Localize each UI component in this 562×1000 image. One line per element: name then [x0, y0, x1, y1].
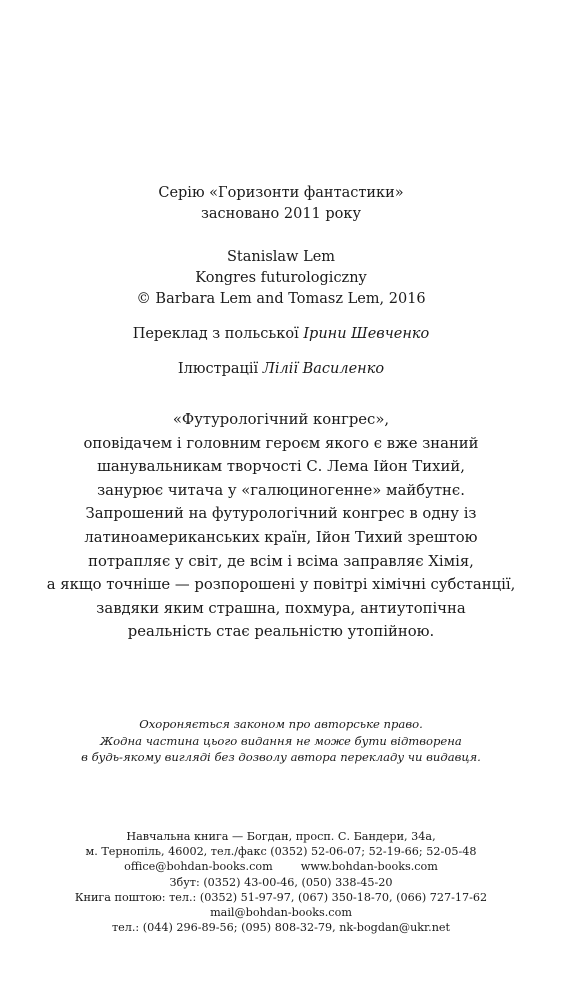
book-annotation	[0, 408, 562, 644]
annotation-line: завдяки яким страшна, похмура, антиутопічна	[96, 599, 466, 617]
legal-line: в будь-якому вигляді без дозволу автора перекладу чи видавця.	[81, 750, 481, 764]
annotation-line: занурює читача у «галюциногенне» майбутнє.	[97, 481, 465, 499]
original-author: Stanislaw Lem	[226, 249, 336, 265]
annotation-line: реальність стає реальністю утопійною.	[127, 623, 435, 641]
series-note	[0, 183, 562, 225]
translation-prefix: Переклад з польської	[132, 326, 304, 342]
annotation-line: «Футурологічний конгрес»,	[172, 411, 390, 428]
kyiv-phones: тел.: (044) 296-89-56; (095) 808-32-79, nk-bogdan@ukr.net	[111, 921, 451, 935]
publisher-website: www.bohdan-books.com	[300, 860, 438, 874]
publisher-address: Навчальна книга — Богдан, просп. С. Бандери, 34а,	[126, 830, 436, 843]
annotation-line: потрапляє у світ, де всім і всіма заправляє Хімія,	[88, 552, 474, 570]
illustrator-name: Лілії Василенко	[262, 361, 385, 377]
annotation-line: Запрошений на футурологічний конгрес в одну із	[85, 505, 477, 523]
annotation-line: шанувальникам творчості С. Лема Ійон Тихий,	[97, 458, 465, 476]
series-founded-line: засновано 2011 року	[201, 206, 361, 222]
publisher-contacts-row	[0, 859, 562, 874]
annotation-line: латиноамериканських країн, Ійон Тихий зрештою	[84, 528, 478, 546]
copyright-law-notice	[0, 716, 562, 766]
mail-order-email: mail@bohdan-books.com	[210, 906, 352, 920]
series-line: Серію «Горизонти фантастики»	[158, 185, 404, 201]
translation-credit	[0, 324, 562, 345]
publisher-city-phones: м. Тернопіль, 46002, тел./факс (0352) 52-06-07; 52-19-66; 52-05-48	[85, 845, 477, 859]
annotation-line: а якщо точніше — розпорошені у повітрі хімічні субстанції,	[46, 576, 516, 594]
mail-order-phones: Книга поштою: тел.: (0352) 51-97-97, (067) 350-18-70, (066) 727-17-62	[74, 890, 488, 904]
legal-line: Жодна частина цього видання не може бути відтворена	[100, 733, 462, 748]
legal-line: Охороняється законом про авторське право.	[139, 717, 423, 731]
annotation-line: оповідачем і головним героєм якого є вже знаний	[83, 434, 479, 452]
illustration-credit	[0, 359, 562, 380]
copyright-notice: © Barbara Lem and Tomasz Lem, 2016	[136, 291, 426, 307]
translator-name: Ірини Шевченко	[303, 326, 430, 342]
original-title: Kongres futurologiczny	[195, 270, 367, 286]
publisher-office-email: office@bohdan-books.com	[124, 860, 273, 874]
illustration-prefix: Ілюстрації	[177, 361, 263, 377]
original-edition-info	[0, 247, 562, 310]
sales-phones: Збут: (0352) 43-00-46, (050) 338-45-20	[169, 875, 393, 889]
publisher-imprint	[0, 829, 562, 935]
